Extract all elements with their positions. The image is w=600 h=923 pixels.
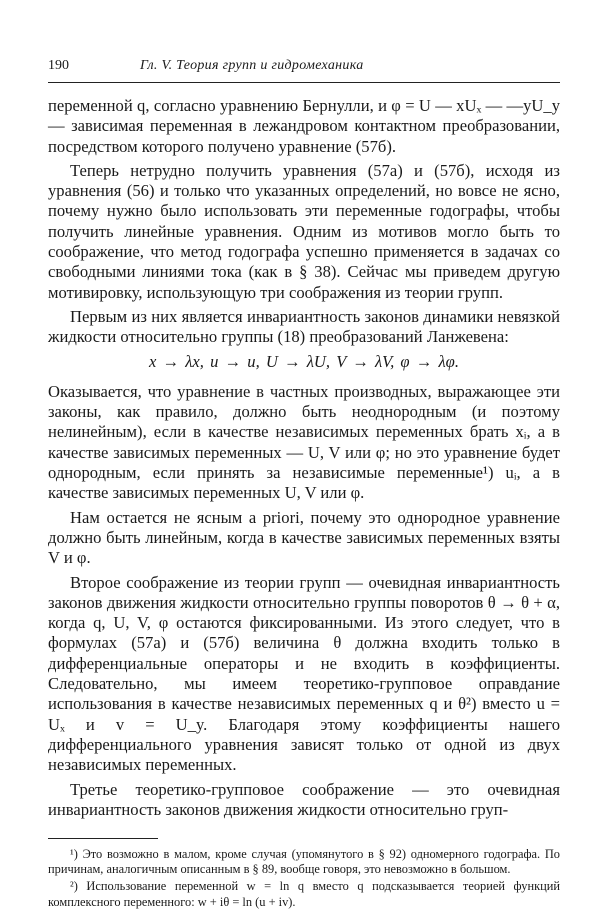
paragraph-1: переменной q, согласно уравнению Бернулли, и φ = U — xUₓ — —yU_y — зависимая переменная в лежандровом контактном преобразовании, посредством которого получено уравнение (57б). — [48, 96, 560, 156]
running-title: Гл. V. Теория групп и гидромеханика — [140, 58, 364, 73]
header-rule — [48, 82, 560, 83]
paragraph-5: Нам остается не ясным a priori, почему это однородное уравнение должно быть линейным, когда в качестве зависимых переменных взяты V и φ. — [48, 507, 560, 568]
paragraph-7: Третье теоретико-групповое соображение — это очевидная инвариантность законов движения жидкости относительно груп- — [48, 779, 560, 819]
footnote-rule — [48, 838, 158, 839]
footnote-2: ²) Использование переменной w = ln q вместо q подсказывается теорией функций комплексного переменного: w + iθ = ln (u + iv). — [48, 879, 560, 909]
main-text — [48, 96, 560, 824]
footnotes — [48, 838, 560, 912]
paragraph-4: Оказывается, что уравнение в частных производных, выражающее эти законы, как правило, должно быть неоднородным (и поэтому нелинейным), если в качестве независимых переменных брать xᵢ, а в качестве зависимых переменных — U, V или φ; но это уравнение будет однородным, если принять за независимые переменные¹) uᵢ, а в качестве зависимых переменных U, V или φ. — [48, 381, 560, 503]
footnote-1: ¹) Это возможно в малом, кроме случая (упомянутого в § 92) одномерного годографа. По причинам, аналогичным описанным в § 89, вообще говоря, это невозможно в большом. — [48, 847, 560, 877]
book-page — [48, 58, 560, 909]
paragraph-3: Первым из них является инвариантность законов динамики невязкой жидкости относительно группы (18) преобразований Ланжевена: — [48, 306, 560, 347]
langevin-formula: x → λx, u → u, U → λU, V → λV, φ → λφ. — [148, 351, 460, 371]
page-header — [48, 58, 560, 78]
paragraph-6: Второе соображение из теории групп — очевидная инвариантность законов движения жидкости относительно группы поворотов θ → θ + α, когда q, U, V, φ остаются фиксированными. Из этого следует, что в формулах (57а) и (57б) величина θ должна входить только в дифференциальные операторы и не входить в коэффициенты. Следовательно, мы имеем теоретико-групповое оправдание использования в качестве независимых переменных q и θ²) вместо u = Uₓ и v = U_y. Благодаря этому коэффициенты нашего дифференциального уравнения зависят только от одной из двух независимых переменных. — [48, 572, 560, 775]
page-number: 190 — [48, 58, 69, 73]
paragraph-2: Теперь нетрудно получить уравнения (57а) и (57б), исходя из уравнения (56) и только что указанных определений, но вовсе не ясно, почему нужно было использовать эти переменные годографы, чтобы получить линейные уравнения. Одним из мотивов могло быть то соображение, что метод годографа успешно применяется в задачах со свободными линиями тока (как в § 38). Сейчас мы приведем другую мотивировку, использующую три соображения из теории групп. — [48, 160, 560, 302]
